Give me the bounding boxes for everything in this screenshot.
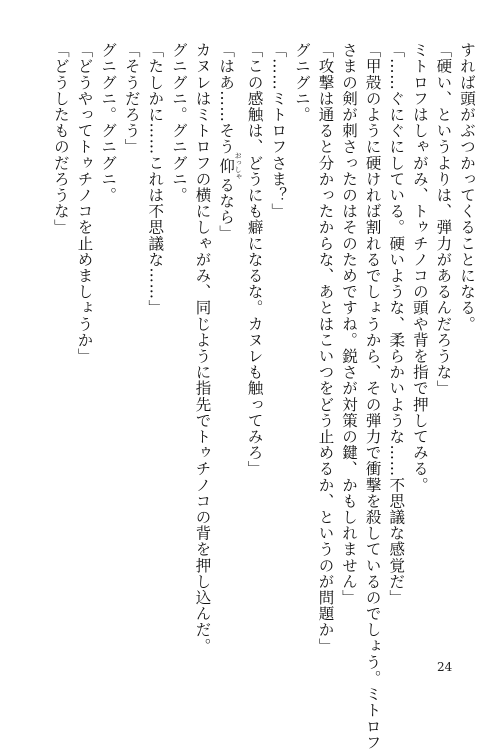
text-line: すれば頭がぶつかってくることになる。 [458,42,476,332]
text-line: グニグニ。グニグニ。 [99,42,118,203]
text-line: グニグニ。 [292,42,311,123]
text-line: 「そうだろう」 [122,42,141,155]
text-line: カヌレはミトロフの横にしゃがみ、同じように指先でトゥチノコの背を押し込んだ。 [193,42,212,654]
text-line-with-ruby [213,42,242,632]
text-segment: るなら」 [217,176,236,242]
text-line: 「どうしたものだろうな」 [51,42,70,236]
text-line: ミトロフはしゃがみ、トゥチノコの頭や背を指で押してみる。 [410,42,429,493]
text-line: グニグニ。グニグニ。 [169,42,188,203]
ruby-reading: おっしゃ [234,151,243,180]
text-line: 「……ミトロフさま？」 [269,42,288,220]
text-line: 「この感触は、どうにも癖になるな。カヌレも触ってみろ」 [245,42,264,477]
text-line: 「甲殻のように硬ければ割れるでしょうから、その弾力で衝撃を殺しているのでしょう。ミトロフ [363,42,382,750]
text-line: 「たしかに……これは不思議な……」 [146,42,165,316]
page-number: 24 [437,660,453,674]
ruby-annotation [217,151,243,180]
text-line: 「……ぐにぐにしている。硬いような、柔らかいような……不思議な感覚だ」 [387,42,406,606]
text-line: 「硬い、というよりは、弾力があるんだろうな」 [434,42,453,397]
ruby-base: 仰 [217,151,236,180]
text-segment: 「はあ……そう [217,42,236,155]
text-line: さまの剣が刺さったのはそのためですね。鋭さが対策の鍵、かもしれません」 [340,42,359,606]
text-line: 「どうやってトゥチノコを止めましょうか」 [75,42,94,364]
text-line: 「攻撃は通ると分かったからな、あとはこいつをどう止めるか、というのが問題か」 [316,42,335,654]
